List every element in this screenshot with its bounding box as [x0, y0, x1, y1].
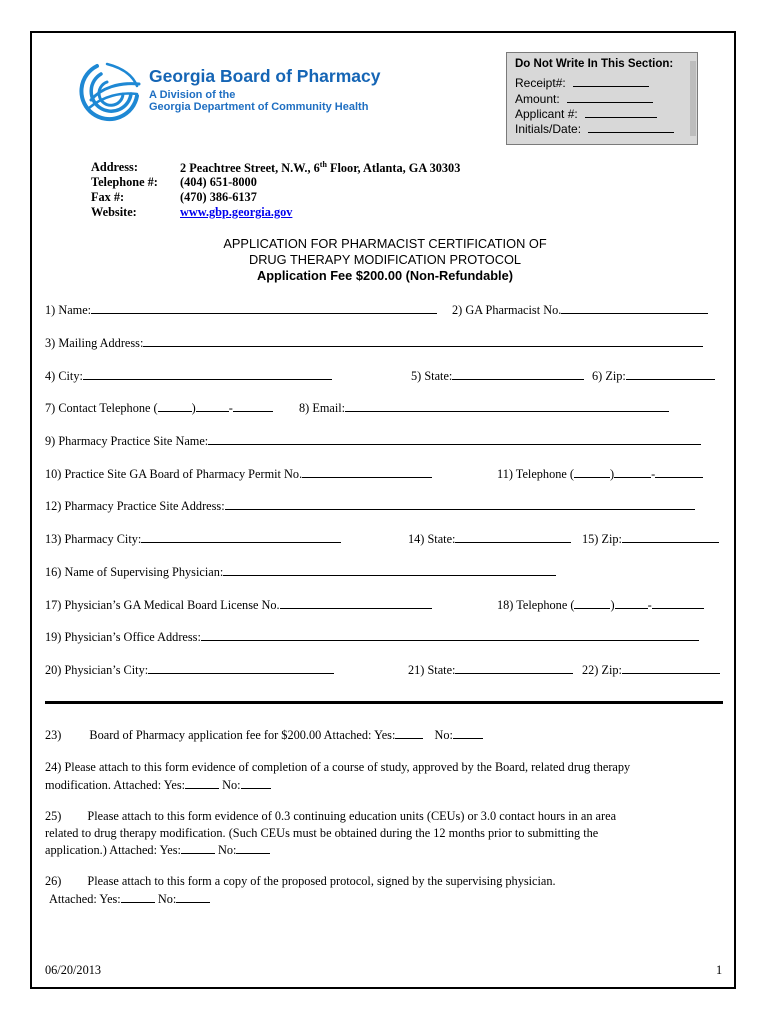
form-title-line1: APPLICATION FOR PHARMACIST CERTIFICATION OF	[223, 236, 547, 251]
item-24-line2: modification. Attached: Yes: No:	[45, 776, 725, 794]
receipt-label: Receipt#:	[515, 76, 566, 90]
item-25-no-input[interactable]	[236, 841, 270, 854]
website-label: Website:	[91, 205, 137, 219]
site-telephone-field: 11) Telephone ( ) -	[497, 465, 703, 482]
mailing-address-field: 3) Mailing Address:	[45, 334, 703, 351]
zip-field: 6) Zip:	[592, 367, 715, 384]
city-field: 4) City:	[45, 367, 332, 384]
item-26	[45, 873, 725, 907]
initials-date-field	[515, 120, 674, 136]
org-department-line: Georgia Department of Community Health	[149, 101, 369, 113]
contact-telephone-field: 7) Contact Telephone ( ) -	[45, 399, 273, 416]
item-23-text: Board of Pharmacy application fee for $200.00 Attached: Yes:	[89, 728, 396, 742]
item-24	[45, 759, 725, 793]
practice-site-name-input[interactable]	[208, 432, 701, 445]
name-field: 1) Name:	[45, 301, 437, 318]
ga-pharmacist-no-input[interactable]	[561, 301, 708, 314]
name-input[interactable]	[91, 301, 437, 314]
board-logo-icon	[67, 60, 143, 124]
physician-office-address-input[interactable]	[201, 628, 699, 641]
org-division-line: A Division of the	[149, 89, 236, 101]
zip-input[interactable]	[626, 367, 715, 380]
office-use-heading: Do Not Write In This Section:	[515, 58, 674, 70]
city-input[interactable]	[83, 367, 332, 380]
item-24-yes-input[interactable]	[185, 776, 219, 789]
receipt-field	[515, 74, 649, 90]
item-26-line2: Attached: Yes: No:	[45, 890, 725, 908]
contact-area-code-input[interactable]	[158, 399, 192, 412]
office-box-shading	[690, 61, 696, 136]
item-23-no-input[interactable]	[453, 726, 483, 739]
item-25-line3: application.) Attached: Yes: No:	[45, 841, 725, 859]
pharmacy-state-field: 14) State:	[408, 530, 571, 547]
telephone-value: (404) 651-8000	[180, 175, 257, 189]
supervising-physician-input[interactable]	[223, 563, 556, 576]
item-25-line1: 25) Please attach to this form evidence of 0.3 continuing education units (CEUs) or 3.0 contact hours in an area	[45, 809, 617, 823]
medical-license-no-input[interactable]	[280, 596, 432, 609]
site-area-code-input[interactable]	[574, 465, 610, 478]
physician-office-address-field: 19) Physician’s Office Address:	[45, 628, 699, 645]
application-fee-line: Application Fee $200.00 (Non-Refundable)	[257, 268, 513, 283]
initials-date-label: Initials/Date:	[515, 122, 582, 136]
physician-zip-field: 22) Zip:	[582, 661, 720, 678]
ga-pharmacist-no-field: 2) GA Pharmacist No.	[452, 301, 708, 318]
item-26-no-input[interactable]	[176, 890, 210, 903]
website-link[interactable]: www.gbp.georgia.gov	[180, 205, 293, 219]
form-title-line2: DRUG THERAPY MODIFICATION PROTOCOL	[248, 252, 522, 267]
pharmacy-state-input[interactable]	[455, 530, 571, 543]
pharmacy-zip-field: 15) Zip:	[582, 530, 719, 547]
email-field: 8) Email:	[299, 399, 669, 416]
page-number: 1	[716, 963, 723, 977]
physician-phone-prefix-input[interactable]	[615, 596, 648, 609]
item-23-number: 23)	[45, 728, 62, 742]
supervising-physician-field: 16) Name of Supervising Physician:	[45, 563, 556, 580]
physician-zip-input[interactable]	[622, 661, 720, 674]
pharmacy-zip-input[interactable]	[622, 530, 719, 543]
amount-field	[515, 90, 653, 106]
amount-label: Amount:	[515, 92, 560, 106]
practice-site-name-field: 9) Pharmacy Practice Site Name:	[45, 432, 701, 449]
permit-no-input[interactable]	[302, 465, 432, 478]
permit-no-field: 10) Practice Site GA Board of Pharmacy Permit No.	[45, 465, 432, 482]
physician-area-code-input[interactable]	[574, 596, 610, 609]
applicant-number-field	[515, 105, 657, 121]
physician-telephone-field: 18) Telephone ( ) -	[497, 596, 704, 613]
physician-phone-line-input[interactable]	[652, 596, 704, 609]
item-24-line1: 24) Please attach to this form evidence of completion of a course of study, approved by the Board, related drug therapy	[45, 760, 631, 774]
medical-license-no-field: 17) Physician’s GA Medical Board License No.	[45, 596, 432, 613]
revision-date: 06/20/2013	[45, 963, 102, 977]
physician-state-input[interactable]	[455, 661, 573, 674]
fax-label: Fax #:	[91, 190, 125, 204]
site-phone-line-input[interactable]	[655, 465, 703, 478]
item-25	[45, 808, 725, 859]
state-input[interactable]	[452, 367, 584, 380]
contact-phone-line-input[interactable]	[233, 399, 273, 412]
contact-phone-prefix-input[interactable]	[196, 399, 229, 412]
office-use-box	[506, 52, 698, 145]
physician-city-field: 20) Physician’s City:	[45, 661, 334, 678]
practice-site-address-input[interactable]	[225, 497, 695, 510]
email-input[interactable]	[345, 399, 669, 412]
pharmacy-city-field: 13) Pharmacy City:	[45, 530, 341, 547]
item-25-yes-input[interactable]	[181, 841, 215, 854]
item-26-yes-input[interactable]	[121, 890, 155, 903]
site-phone-prefix-input[interactable]	[614, 465, 651, 478]
org-name: Georgia Board of Pharmacy	[149, 66, 381, 86]
mailing-address-input[interactable]	[143, 334, 703, 347]
practice-site-address-field: 12) Pharmacy Practice Site Address:	[45, 497, 695, 514]
address-label: Address:	[91, 160, 138, 174]
telephone-label: Telephone #:	[91, 175, 158, 189]
fax-value: (470) 386-6137	[180, 190, 257, 204]
physician-city-input[interactable]	[148, 661, 334, 674]
item-25-line2: related to drug therapy modification. (Such CEUs must be obtained during the 12 months prior to submitting the	[45, 825, 599, 840]
item-24-no-input[interactable]	[241, 776, 271, 789]
address-value: 2 Peachtree Street, N.W., 6th Floor, Atlanta, GA 30303	[180, 160, 461, 176]
pharmacy-city-input[interactable]	[141, 530, 341, 543]
item-23: 23) Board of Pharmacy application fee for $200.00 Attached: Yes: No:	[45, 726, 725, 744]
state-field: 5) State:	[411, 367, 584, 384]
item-26-line1: 26) Please attach to this form a copy of the proposed protocol, signed by the supervising physician.	[45, 874, 556, 888]
physician-state-field: 21) State:	[408, 661, 573, 678]
section-divider	[45, 701, 723, 704]
item-23-yes-input[interactable]	[395, 726, 423, 739]
applicant-number-label: Applicant #:	[515, 107, 578, 121]
